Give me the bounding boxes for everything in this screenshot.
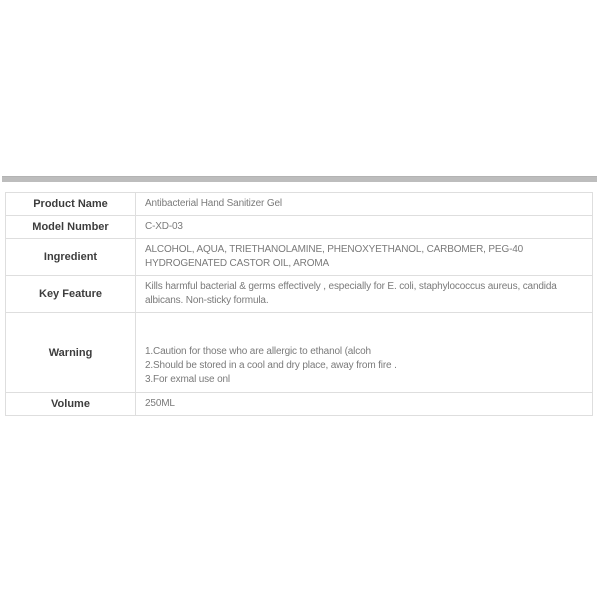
table-row-ingredient <box>6 239 593 276</box>
table-row-model-number <box>6 216 593 239</box>
value-line: 250ML <box>145 398 175 409</box>
row-label-model-number: Model Number <box>6 216 136 239</box>
row-label-volume: Volume <box>6 393 136 416</box>
row-value-model-number <box>136 216 593 239</box>
table-row-product-name <box>6 193 593 216</box>
row-label-ingredient: Ingredient <box>6 239 136 276</box>
row-value-ingredient <box>136 239 593 276</box>
product-spec-table <box>5 192 593 416</box>
value-line: Kills harmful bacterial & germs effectively , especially for E. coli, staphylococcus aureus, candida <box>145 281 557 292</box>
table-row-key-feature <box>6 276 593 313</box>
row-value-warning <box>136 313 593 393</box>
table-row-warning <box>6 313 593 393</box>
row-value-key-feature <box>136 276 593 313</box>
value-line: 3.For exmal use onl <box>145 374 230 385</box>
table-row-volume <box>6 393 593 416</box>
value-line: 2.Should be stored in a cool and dry place, away from fire . <box>145 360 397 371</box>
value-line: HYDROGENATED CASTOR OIL, AROMA <box>145 258 330 269</box>
row-label-product-name: Product Name <box>6 193 136 216</box>
value-line: albicans. Non-sticky formula. <box>145 295 269 306</box>
value-line: Antibacterial Hand Sanitizer Gel <box>145 198 282 209</box>
section-divider-bar <box>2 176 597 182</box>
row-label-key-feature: Key Feature <box>6 276 136 313</box>
row-label-warning: Warning <box>6 313 136 393</box>
value-line: 1.Caution for those who are allergic to ethanol (alcoh <box>145 346 371 357</box>
row-value-volume <box>136 393 593 416</box>
row-value-product-name <box>136 193 593 216</box>
value-line: C-XD-03 <box>145 221 183 232</box>
value-line: ALCOHOL, AQUA, TRIETHANOLAMINE, PHENOXYETHANOL, CARBOMER, PEG-40 <box>145 244 524 255</box>
